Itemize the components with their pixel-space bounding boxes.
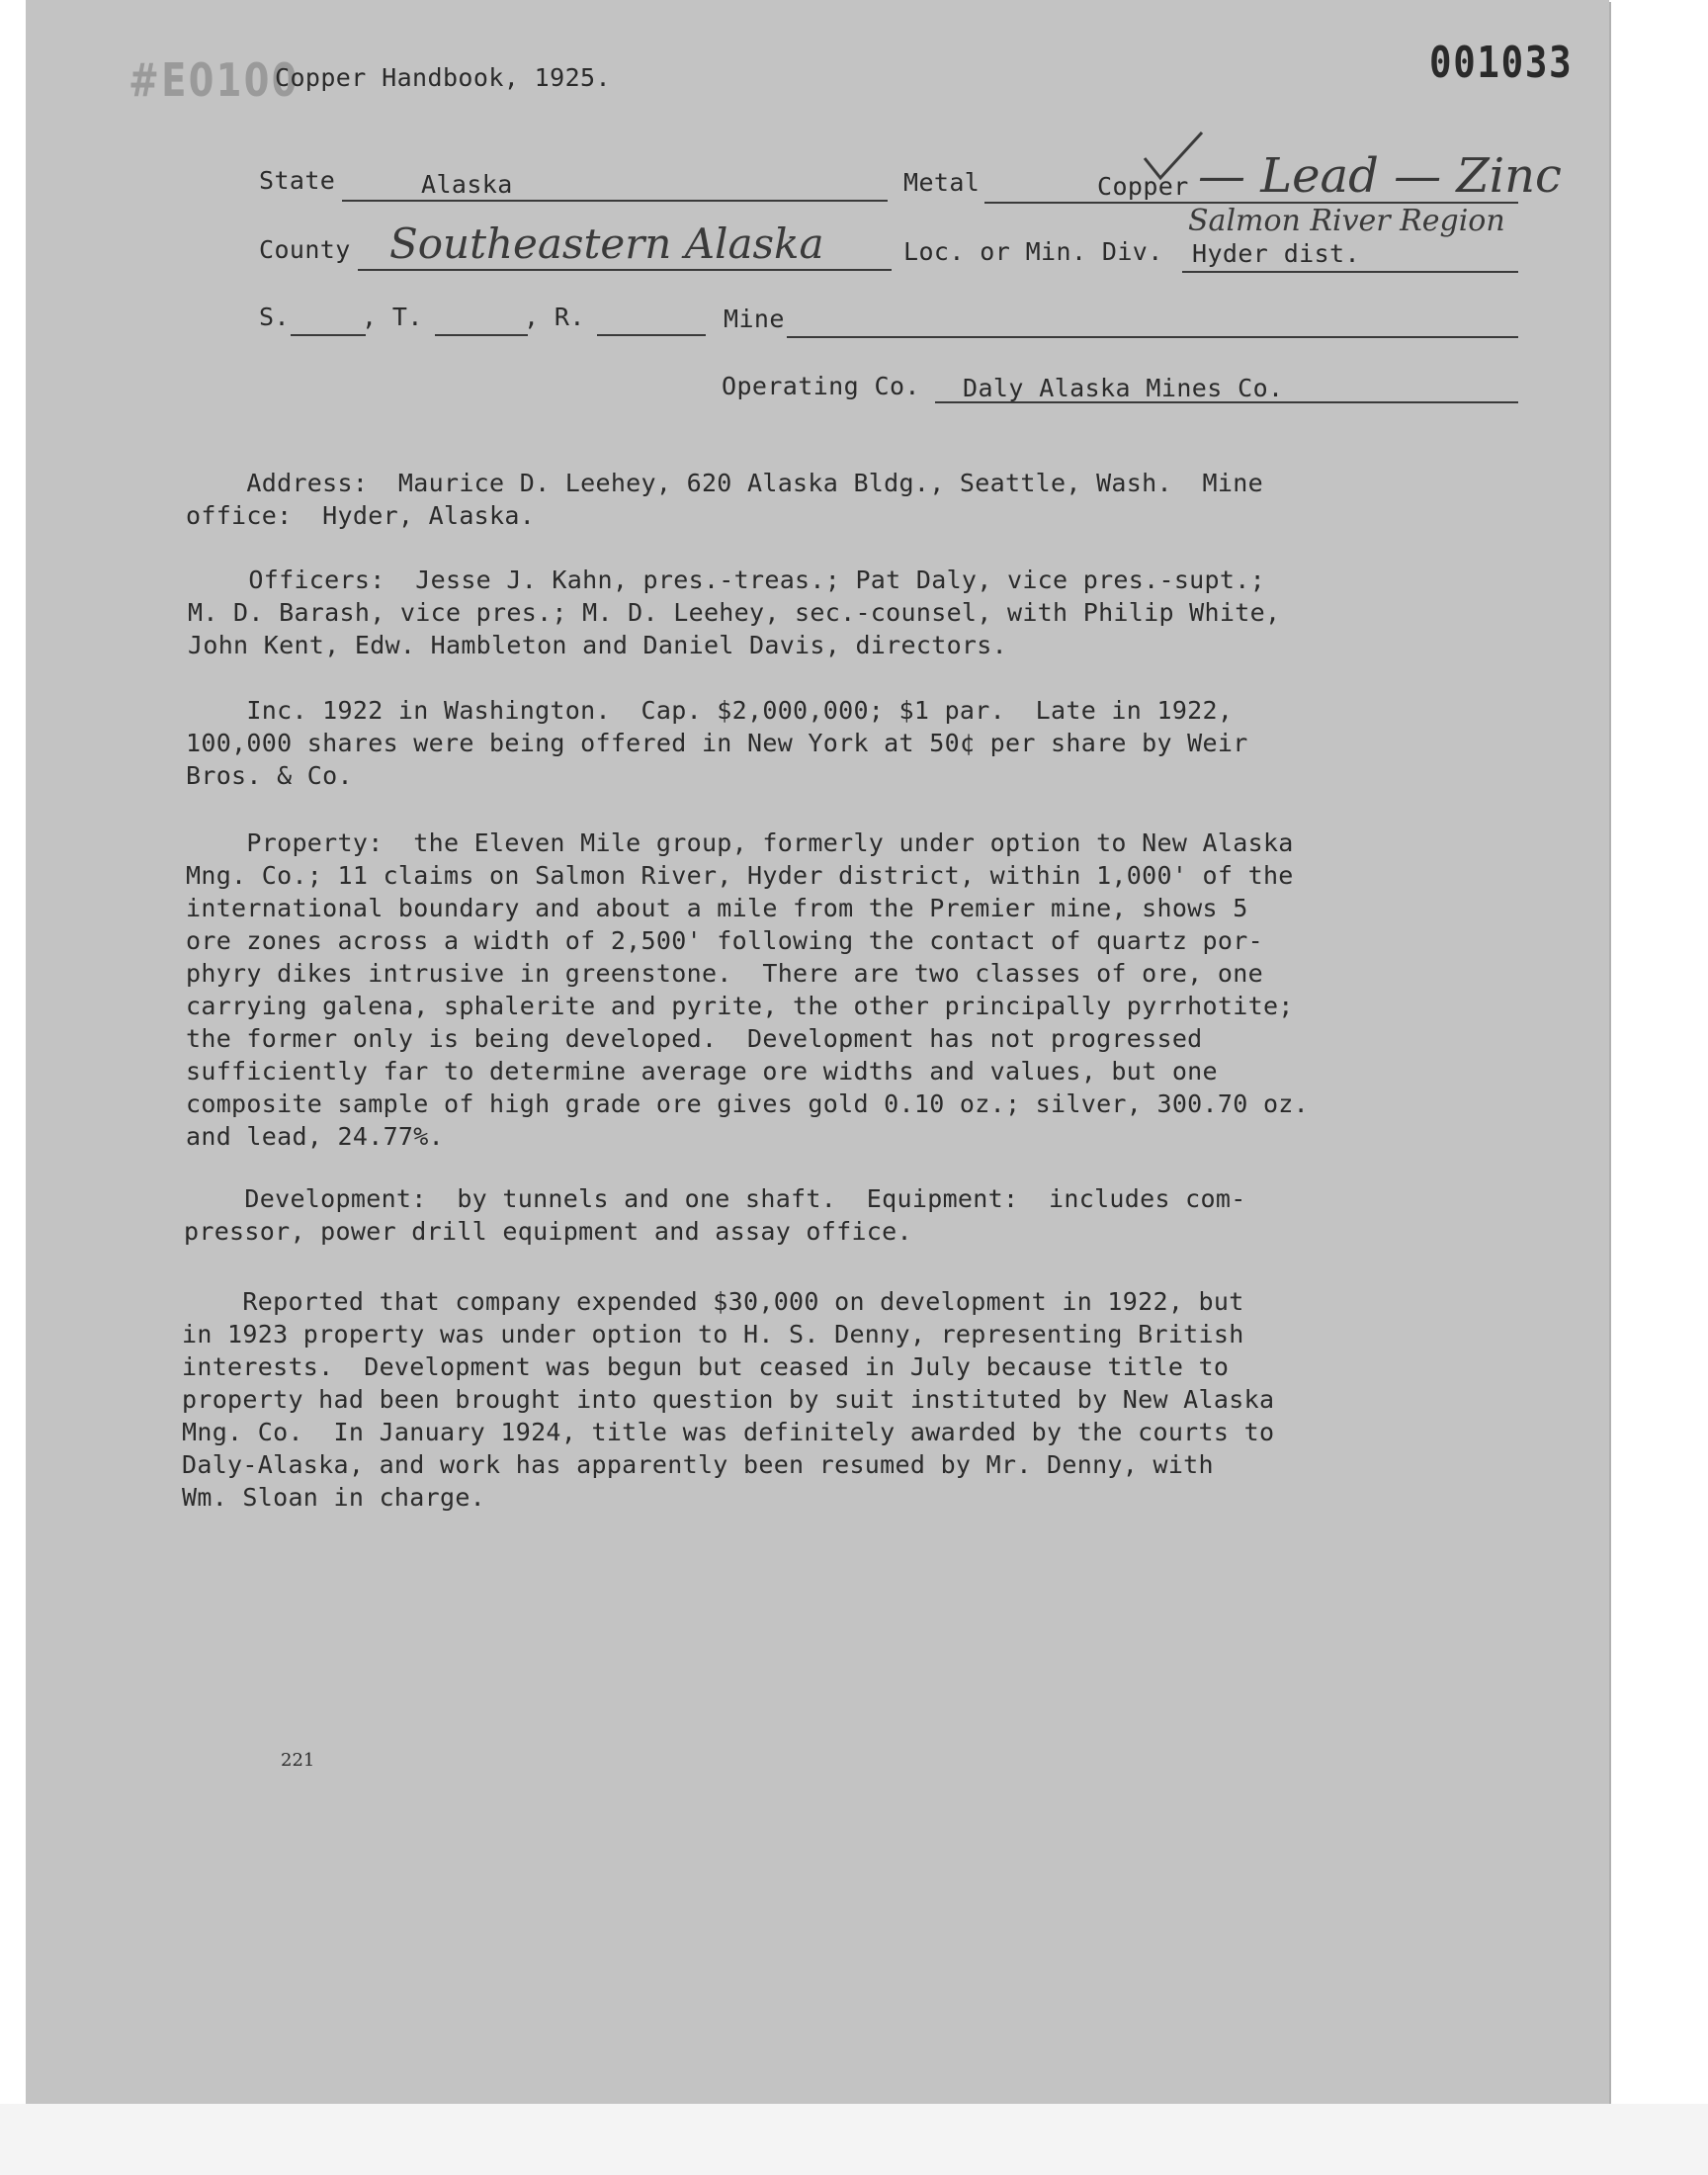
range-line <box>597 334 706 336</box>
operating-value: Daly Alaska Mines Co. <box>963 374 1284 402</box>
stamp-number-right: 001033 <box>1429 38 1574 88</box>
township-label: , T. <box>362 303 423 331</box>
address-paragraph: Address: Maurice D. Leehey, 620 Alaska Bldg., Seattle, Wash. Mine office: Hyder, Alaska. <box>186 469 1263 530</box>
scan-margin <box>0 2104 1708 2175</box>
range-label: , R. <box>524 303 585 331</box>
inc-paragraph: Inc. 1922 in Washington. Cap. $2,000,000; $1 par. Late in 1922, 100,000 shares were being offered in New York at 50¢ per share by Weir Bros. & Co. <box>186 696 1248 790</box>
mine-line <box>787 336 1518 338</box>
locdiv-line <box>1182 271 1518 273</box>
mine-label: Mine <box>724 304 785 333</box>
checkmark-icon <box>1139 127 1208 186</box>
section-line <box>291 334 366 336</box>
operating-label: Operating Co. <box>722 372 920 400</box>
region-handwritten: Salmon River Region <box>1188 204 1505 238</box>
page-number: 221 <box>281 1750 315 1771</box>
development-paragraph: Development: by tunnels and one shaft. Equipment: includes com- pressor, power drill equipment and assay office. <box>184 1184 1246 1246</box>
metal-label: Metal <box>903 168 981 197</box>
state-line <box>342 200 888 202</box>
state-value: Alaska <box>421 170 513 199</box>
locdiv-label: Loc. or Min. Div. <box>903 237 1163 266</box>
county-label: County <box>259 235 351 264</box>
stamp-number-left: #E0100 <box>128 53 299 107</box>
state-label: State <box>259 166 336 195</box>
property-paragraph: Property: the Eleven Mile group, formerly under option to New Alaska Mng. Co.; 11 claims on Salmon River, Hyder district, within 1,000' of the international boundary and about a mile from the Premier mine, shows 5 ore zones across a width of 2,500' following the contact of quartz por- phyry dikes intrusive in greenstone. There are two classes of ore, one carrying galena, sphalerite and pyrite, the other principally pyrrhotite; the former only is being developed. Development has not progressed sufficiently far to determine average ore widths and values, but one composite sample of high grade ore gives gold 0.10 oz.; silver, 300.70 oz. and lead, 24.77%. <box>186 828 1309 1151</box>
metal-value: Copper <box>1097 172 1189 201</box>
section-label: S. <box>259 303 290 331</box>
township-line <box>435 334 528 336</box>
document-title: Copper Handbook, 1925. <box>275 63 611 92</box>
document-sheet <box>26 0 1609 2104</box>
county-line <box>358 269 892 271</box>
officers-paragraph: Officers: Jesse J. Kahn, pres.-treas.; Pat Daly, vice pres.-supt.; M. D. Barash, vice pres.; M. D. Leehey, sec.-counsel, with Philip White, John Kent, Edw. Hambleton and Daniel Davis, directors. <box>188 566 1281 659</box>
locdiv-value: Hyder dist. <box>1192 239 1360 268</box>
county-handwritten: Southeastern Alaska <box>389 219 824 268</box>
metal-handwritten: — Lead — Zinc <box>1198 148 1562 204</box>
reported-paragraph: Reported that company expended $30,000 on development in 1922, but in 1923 property was under option to H. S. Denny, representing British interests. Development was begun but ceased in July because title to property had been brought into question by suit instituted by New Alaska Mng. Co. In January 1924, title was definitely awarded by the courts to Daly-Alaska, and work has apparently been resumed by Mr. Denny, with Wm. Sloan in charge. <box>182 1287 1275 1512</box>
